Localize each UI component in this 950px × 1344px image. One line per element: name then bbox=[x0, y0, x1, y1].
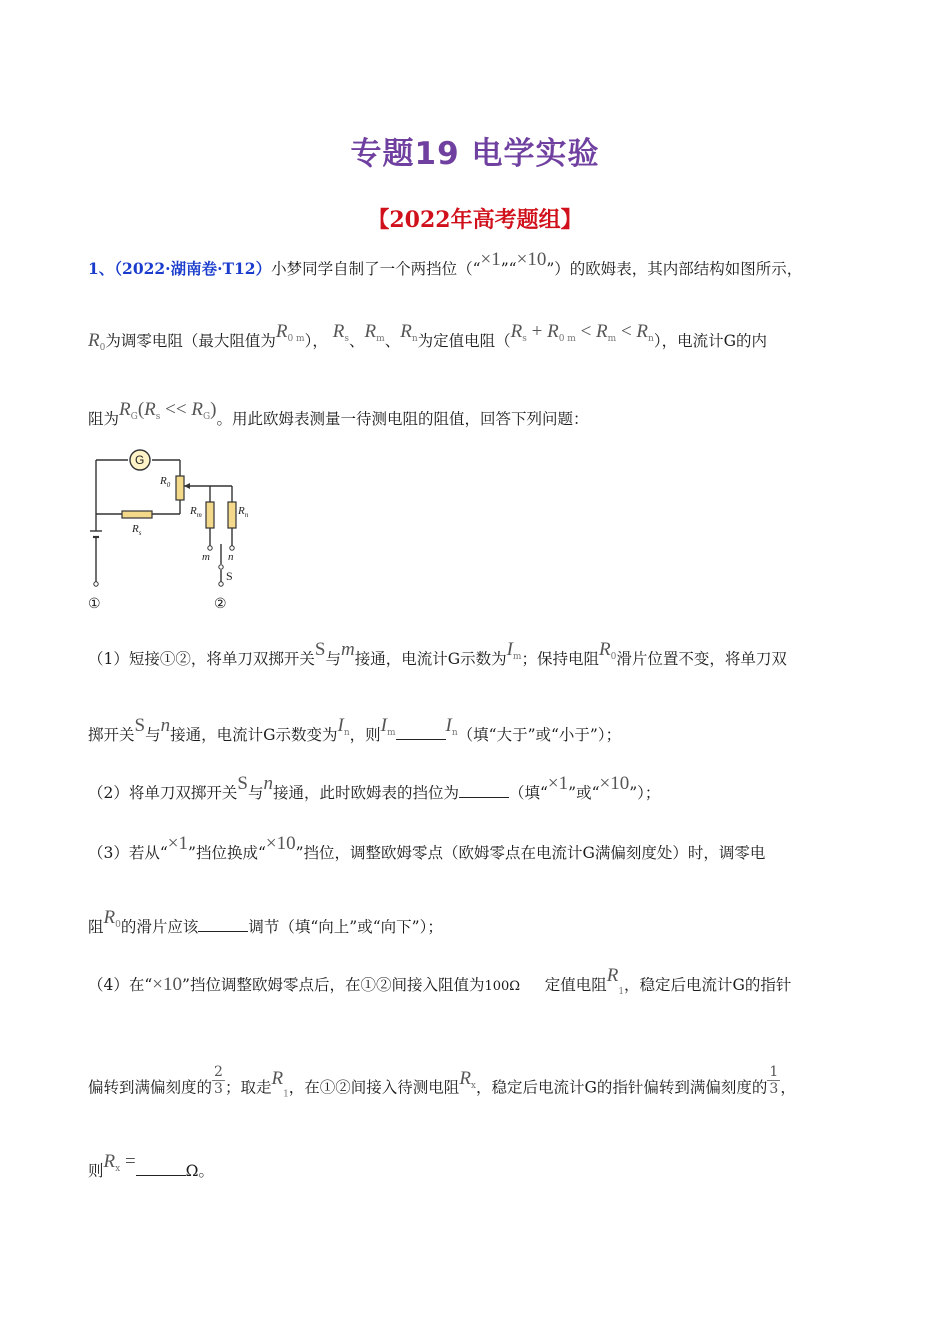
text: （填“ bbox=[508, 784, 548, 802]
subscript: 1 bbox=[618, 987, 625, 997]
q1-line-1 bbox=[88, 249, 890, 280]
range-x10: ×10 bbox=[152, 974, 183, 995]
terminal-2 bbox=[219, 582, 223, 586]
q1-part3-line1 bbox=[88, 833, 890, 864]
label-terminal-1: ① bbox=[88, 596, 101, 612]
text: ；保持电阻 bbox=[521, 650, 599, 668]
label-g: G bbox=[135, 453, 145, 467]
label-terminal-2: ② bbox=[214, 596, 227, 612]
operator: ( bbox=[137, 399, 145, 420]
text: 接通，电流计G示数为 bbox=[354, 650, 507, 668]
text: ， bbox=[780, 1078, 796, 1097]
text: 阻 bbox=[88, 918, 104, 936]
text: 与 bbox=[145, 726, 161, 744]
question-source: （2022·湖南卷·T12） bbox=[114, 259, 272, 278]
symbol-s: S bbox=[314, 639, 326, 660]
subscript: s bbox=[155, 412, 161, 422]
subscript: x bbox=[470, 1080, 476, 1091]
q1-part3-line2 bbox=[88, 907, 890, 945]
denominator: 3 bbox=[214, 1081, 223, 1097]
symbol-rs: R bbox=[144, 399, 156, 420]
text: ，稳定后电流计G的指针偏转到满偏刻度的 bbox=[476, 1078, 768, 1097]
text: 接通，此时欧姆表的挡位为 bbox=[272, 784, 459, 802]
symbol-s: S bbox=[237, 773, 248, 794]
resistance-value: 100Ω bbox=[484, 979, 521, 994]
text: 偏转到满偏刻度的 bbox=[88, 1078, 213, 1097]
label-m: m bbox=[202, 551, 210, 563]
operator: << bbox=[160, 399, 192, 420]
text: ，则 bbox=[349, 726, 381, 744]
text: ，稳定后电流计G的指针 bbox=[624, 976, 792, 994]
operator: < bbox=[575, 321, 597, 342]
subscript: 0 m bbox=[558, 334, 576, 344]
text: 则 bbox=[88, 1162, 104, 1180]
text: ”“ bbox=[500, 260, 517, 278]
symbol-rm: R bbox=[596, 321, 608, 342]
section-subtitle: 【2022年高考题组】 bbox=[367, 207, 583, 233]
subscript: n bbox=[411, 334, 418, 344]
question-number: 1、 bbox=[88, 259, 115, 278]
answer-blank-2[interactable] bbox=[459, 783, 509, 798]
text: 为定值电阻（ bbox=[417, 332, 511, 350]
text: ，在①②间接入待测电阻 bbox=[288, 1078, 460, 1097]
text: （填“大于”或“小于”）； bbox=[457, 726, 622, 744]
q1-part4-line2 bbox=[88, 1064, 890, 1106]
text: ”）的欧姆表，其内部结构如图所示， bbox=[546, 260, 803, 278]
q1-part4-line1 bbox=[88, 965, 890, 1003]
answer-blank-4[interactable] bbox=[136, 1161, 186, 1176]
operator: ) bbox=[210, 399, 217, 420]
symbol-rx: R bbox=[103, 1151, 116, 1172]
fraction-one-third bbox=[767, 1064, 780, 1097]
symbol-r1: R bbox=[606, 965, 619, 986]
symbol-n: n bbox=[160, 715, 171, 736]
page-title: 专题19 电学实验 bbox=[350, 136, 600, 172]
text: 与 bbox=[325, 650, 341, 668]
resistor-rn bbox=[228, 502, 236, 528]
numerator: 2 bbox=[214, 1064, 223, 1080]
symbol-r0: R bbox=[88, 330, 100, 351]
text: ），电流计G的内 bbox=[653, 332, 767, 350]
text: ”或“ bbox=[568, 784, 600, 802]
symbol-r0m: R bbox=[547, 321, 559, 342]
symbol-rx: R bbox=[459, 1067, 471, 1089]
subscript: m bbox=[376, 334, 385, 344]
symbol-rn: R bbox=[636, 321, 649, 342]
range-x1: ×1 bbox=[547, 773, 569, 794]
text: 。用此欧姆表测量一待测电阻的阻值，回答下列问题： bbox=[216, 410, 589, 428]
subscript: n bbox=[451, 728, 458, 738]
slider-arrow bbox=[184, 483, 190, 489]
symbol-m: m bbox=[340, 639, 355, 660]
label-rn: $R_n$ bbox=[238, 505, 249, 519]
subscript: s bbox=[344, 334, 350, 344]
range-x10: ×10 bbox=[516, 249, 547, 270]
answer-blank-3[interactable] bbox=[198, 917, 248, 932]
denominator: 3 bbox=[769, 1081, 779, 1097]
q1-part2 bbox=[88, 773, 890, 804]
subscript: m bbox=[607, 334, 617, 344]
subscript: m bbox=[512, 652, 522, 662]
text: ”）； bbox=[629, 784, 661, 802]
symbol-rs: R bbox=[332, 321, 345, 342]
subscript: 0 m bbox=[287, 334, 305, 344]
numerator: 1 bbox=[769, 1064, 779, 1080]
text: （4）在“ bbox=[88, 976, 153, 994]
resistor-rm bbox=[206, 502, 214, 528]
contact-m bbox=[208, 546, 212, 550]
operator: < bbox=[616, 321, 637, 342]
text: （1）短接①②，将单刀双掷开关 bbox=[88, 650, 315, 668]
symbol-rn: R bbox=[400, 321, 412, 342]
symbol-s: S bbox=[134, 715, 146, 736]
text: 为调零电阻（最大阻值为 bbox=[105, 332, 276, 350]
symbol-im: I bbox=[380, 715, 387, 736]
subscript: s bbox=[522, 334, 527, 344]
subscript: x bbox=[115, 1164, 121, 1174]
text: Ω。 bbox=[185, 1162, 215, 1180]
label-r0: $R_0$ bbox=[160, 475, 171, 489]
symbol-rg: R bbox=[191, 399, 203, 420]
text: ）， bbox=[304, 332, 328, 350]
q1-part1-line1 bbox=[88, 639, 890, 677]
subscript: G bbox=[202, 412, 211, 422]
symbol-in: I bbox=[337, 715, 344, 736]
q1-line-3 bbox=[88, 399, 890, 437]
label-rm: $R_m$ bbox=[190, 505, 202, 519]
resistor-r0 bbox=[176, 476, 184, 500]
q1-line-2 bbox=[88, 321, 890, 359]
text: ”挡位，调整欧姆零点（欧姆零点在电流计G满偏刻度处）时，调零电 bbox=[295, 844, 766, 862]
text: 的滑片应该 bbox=[120, 918, 199, 936]
label-n: n bbox=[228, 551, 234, 563]
text: 调节（填“向上”或“向下”）； bbox=[248, 918, 443, 936]
contact-n bbox=[230, 546, 234, 550]
range-x10: ×10 bbox=[265, 833, 296, 854]
symbol-n: n bbox=[263, 773, 273, 794]
resistor-rs bbox=[122, 511, 152, 518]
circuit-diagram bbox=[80, 448, 280, 618]
text: 接通，电流计G示数变为 bbox=[170, 726, 338, 744]
subscript: n bbox=[343, 728, 350, 738]
fraction-two-thirds bbox=[212, 1064, 225, 1097]
symbol-rs: R bbox=[510, 321, 523, 342]
range-x1: ×1 bbox=[167, 833, 189, 854]
text: （3）若从“ bbox=[88, 844, 168, 862]
label-s: S bbox=[226, 569, 233, 583]
q1-part1-line2 bbox=[88, 715, 890, 753]
switch-pivot bbox=[219, 565, 223, 569]
text: 小梦同学自制了一个两挡位（“ bbox=[271, 260, 481, 278]
operator: = bbox=[120, 1151, 136, 1172]
text: 滑片位置不变，将单刀双 bbox=[616, 650, 787, 668]
answer-blank-1[interactable] bbox=[396, 725, 446, 740]
range-x10: ×10 bbox=[599, 773, 630, 794]
text: ；取走 bbox=[224, 1078, 272, 1097]
symbol-r0: R bbox=[103, 907, 116, 928]
subscript: 0 bbox=[115, 920, 121, 930]
symbol-in: I bbox=[445, 715, 452, 736]
subscript: G bbox=[130, 412, 138, 422]
text: （2）将单刀双掷开关 bbox=[88, 784, 238, 802]
subscript: m bbox=[386, 728, 396, 738]
text: 、 bbox=[349, 332, 365, 350]
symbol-rg: R bbox=[119, 399, 131, 420]
symbol-r0: R bbox=[598, 639, 611, 660]
symbol-r1: R bbox=[271, 1067, 284, 1089]
subscript: 0 bbox=[610, 652, 617, 662]
symbol-im: I bbox=[506, 639, 513, 660]
text: 阻为 bbox=[88, 410, 120, 428]
q1-part4-line3 bbox=[88, 1151, 890, 1189]
label-rs: $R_s$ bbox=[132, 523, 142, 537]
subscript: n bbox=[648, 334, 654, 344]
range-x1: ×1 bbox=[480, 249, 501, 270]
symbol-r0m: R bbox=[275, 321, 288, 342]
symbol-rm: R bbox=[364, 321, 377, 342]
terminal-1 bbox=[94, 582, 98, 586]
subscript: 1 bbox=[283, 1089, 289, 1100]
subscript: 0 bbox=[99, 343, 106, 353]
text: 定值电阻 bbox=[544, 976, 607, 994]
operator: + bbox=[526, 321, 548, 342]
text: ”挡位调整欧姆零点后，在①②间接入阻值为 bbox=[182, 976, 485, 994]
text: 与 bbox=[247, 784, 264, 802]
text: 、 bbox=[384, 332, 401, 350]
text: 掷开关 bbox=[88, 726, 135, 744]
text: ”挡位换成“ bbox=[188, 844, 266, 862]
